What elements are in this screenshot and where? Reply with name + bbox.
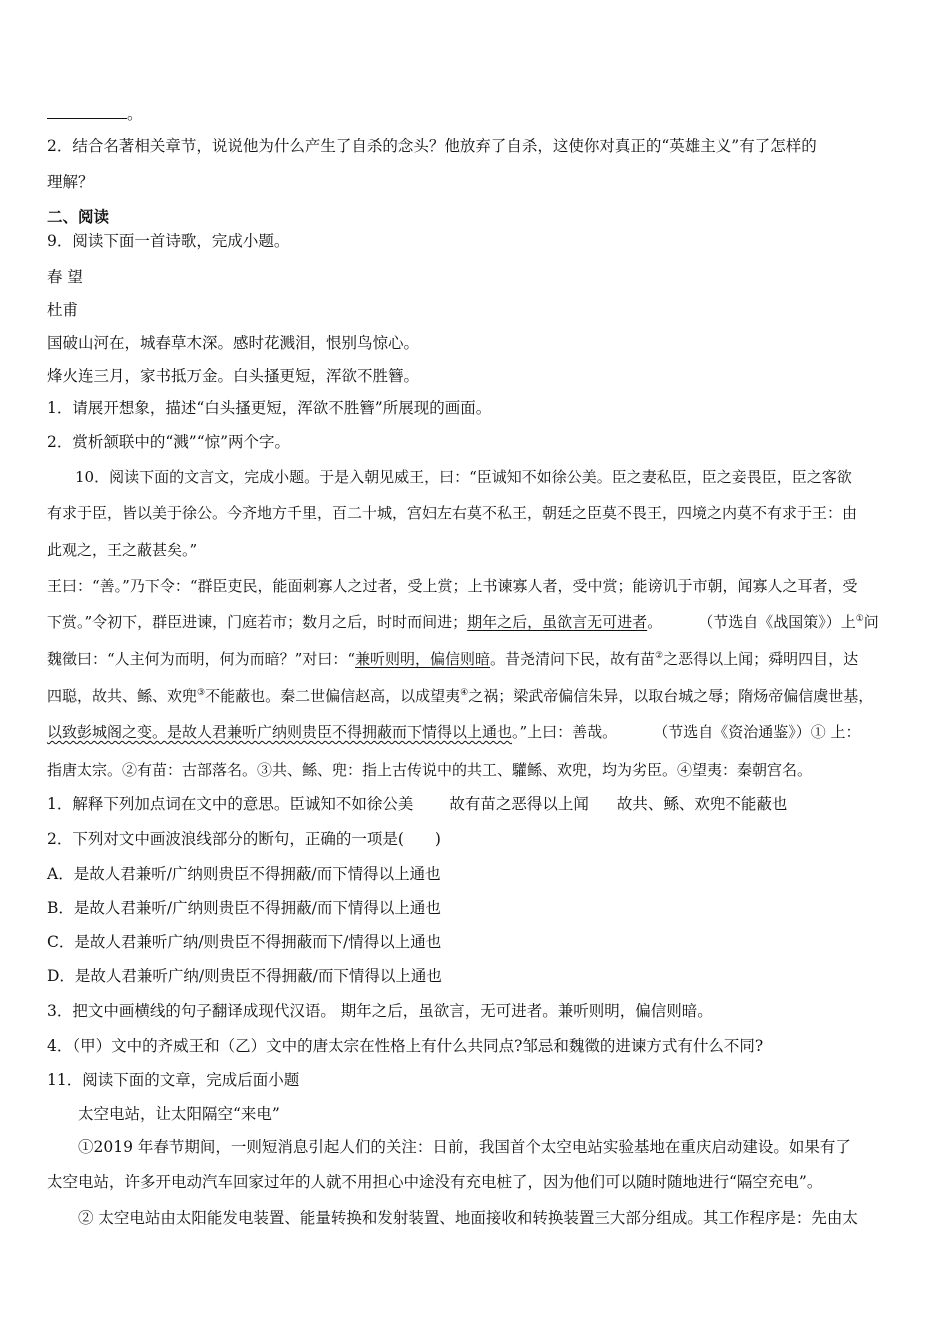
- q11-intro: 11．阅读下面的文章，完成后面小题: [47, 1071, 300, 1089]
- q10-passage-line-6: 魏徵曰：“人主何为而明，何为而暗？”对曰：“兼听则明，偏信则暗。昔尧清问下民，故有苗②之恶得以上闻；舜明四目，达: [47, 650, 859, 668]
- q10-passage-line-1: 10．阅读下面的文言文，完成小题。于是入朝见威王，曰：“臣诚知不如徐公美。臣之妻私臣，臣之妾畏臣，臣之客欲: [75, 468, 852, 486]
- q10-passage-line-5: 下赏。”令初下，群臣进谏，门庭若市；数月之后，时时而间进；期年之后，虽欲言无可进者。 （节选自《战国策》）上①问: [47, 613, 879, 631]
- q10-sub4: 4．（甲）文中的齐威王和（乙）文中的唐太宗在性格上有什么共同点?邹忌和魏徵的进谏方式有什么不同?: [47, 1037, 764, 1055]
- answer-blank[interactable]: [47, 104, 127, 119]
- poem-line-1: 国破山河在，城春草木深。感时花溅泪，恨别鸟惊心。: [47, 334, 420, 352]
- q10-option-b[interactable]: B．是故人君兼听/广纳则贵臣不得拥蔽/而下情得以上通也: [47, 899, 441, 917]
- q10-passage-line-8: 以致彭城阁之变。是故人君兼听广纳则贵臣不得拥蔽而下情得以上通也。”上曰：善哉。 （节选自《资治通鉴》）① 上：: [47, 723, 861, 741]
- q10-option-c[interactable]: C．是故人君兼听广纳/则贵臣不得拥蔽而下/情得以上通也: [47, 933, 442, 951]
- article-title: 太空电站，让太阳隔空“来电”: [78, 1105, 280, 1123]
- article-para-1-line-2: 太空电站，许多开电动汽车回家过年的人就不用担心中途没有充电桩了，因为他们可以随时随地进行“隔空充电”。: [47, 1173, 823, 1191]
- q10-sub1: 1．解释下列加点词在文中的意思。臣诚知不如徐公美 故有苗之恶得以上闻 故共、鲧、欢兜不能蔽也: [47, 795, 788, 813]
- q8-sub2: 2．结合名著相关章节，说说他为什么产生了自杀的念头？他放弃了自杀，这使你对真正的“英雄主义”有了怎样的: [47, 137, 817, 155]
- underlined-sentence-2: 兼听则明，偏信则暗: [355, 650, 491, 668]
- q10-passage-line-2: 有求于臣，皆以美于徐公。今齐地方千里，百二十城，宫妇左右莫不私王，朝廷之臣莫不畏王，四境之内莫不有求于王：由: [47, 504, 858, 522]
- q10-passage-line-4: 王曰：“善。”乃下令：“群臣吏民，能面刺寡人之过者，受上赏；上书谏寡人者，受中赏；能谤讥于市朝，闻寡人之耳者，受: [47, 577, 858, 595]
- q9-sub2: 2．赏析颔联中的“溅”“惊”两个字。: [47, 433, 291, 451]
- q9-intro: 9．阅读下面一首诗歌，完成小题。: [47, 232, 290, 250]
- poem-title: 春 望: [47, 268, 83, 286]
- wavy-line-sentence: 以致彭城阁之变。是故人君兼听广纳则贵臣不得拥蔽而下情得以上通也: [47, 723, 513, 741]
- q10-sub3: 3．把文中画横线的句子翻译成现代汉语。 期年之后，虽欲言，无可进者。兼听则明，偏信则暗。: [47, 1002, 713, 1020]
- q10-passage-line-3: 此观之，王之蔽甚矣。”: [47, 541, 198, 559]
- q10-sub2: 2．下列对文中画波浪线部分的断句，正确的一项是( ): [47, 830, 441, 848]
- q8-sub2-cont: 理解？: [47, 173, 94, 191]
- poem-author: 杜甫: [47, 301, 79, 319]
- poem-line-2: 烽火连三月，家书抵万金。白头搔更短，浑欲不胜簪。: [47, 367, 420, 385]
- section-heading-reading: 二、阅读: [47, 207, 110, 226]
- underlined-sentence-1: 期年之后，虽欲言无可进者: [467, 613, 648, 631]
- q10-option-a[interactable]: A．是故人君兼听/广纳则贵臣不得拥蔽/而下情得以上通也: [47, 865, 441, 883]
- article-para-2-line-1: ② 太空电站由太阳能发电装置、能量转换和发射装置、地面接收和转换装置三大部分组成。其工作程序是：先由太: [78, 1209, 858, 1227]
- q10-passage-line-7: 四聪，故共、鲧、欢兜③不能蔽也。秦二世偏信赵高，以成望夷④之祸；梁武帝偏信朱异，以取台城之辱；隋炀帝偏信虞世基，: [47, 687, 874, 705]
- q10-footnotes: 指唐太宗。②有苗：古部落名。③共、鲧、兜：指上古传说中的共工、驩鲧、欢兜，均为劣臣。④望夷：秦朝宫名。: [47, 761, 813, 779]
- q8-blank-line: 。: [47, 104, 910, 124]
- q10-option-d[interactable]: D．是故人君兼听广纳/则贵臣不得拥蔽/而下情得以上通也: [47, 967, 442, 985]
- article-para-1-line-1: ①2019 年春节期间，一则短消息引起人们的关注：日前，我国首个太空电站实验基地在重庆启动建设。如果有了: [78, 1138, 851, 1156]
- q9-sub1: 1．请展开想象，描述“白头搔更短，浑欲不胜簪”所展现的画面。: [47, 399, 492, 417]
